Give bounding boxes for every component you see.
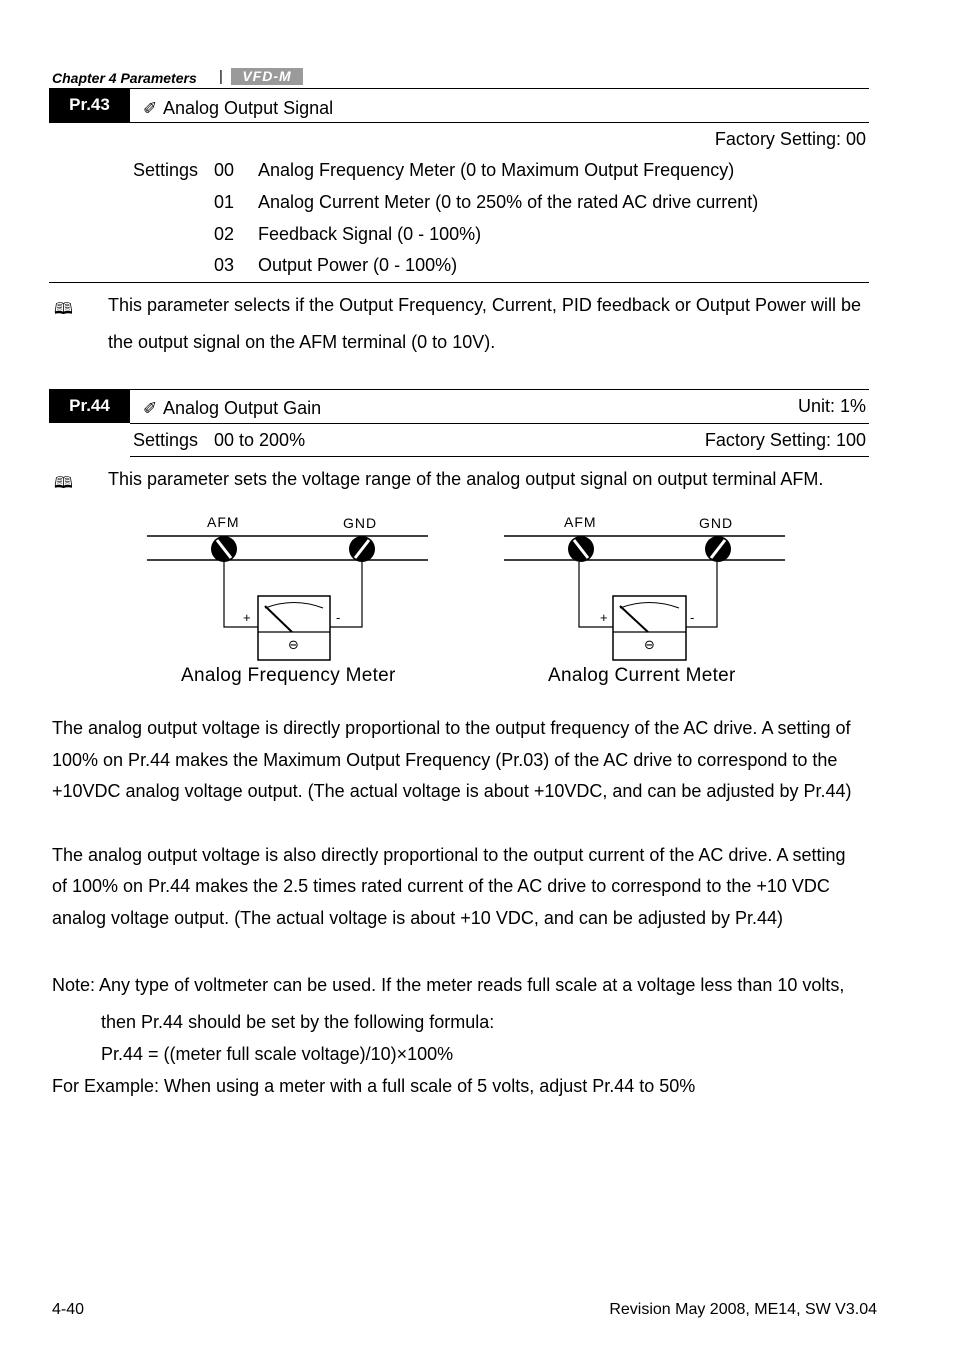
divider: [130, 456, 869, 457]
plus-terminal-label: +: [600, 610, 608, 625]
divider: [49, 282, 869, 283]
afm-terminal-label: AFM: [564, 514, 597, 530]
minus-terminal-label: -: [690, 610, 695, 625]
divider: [49, 389, 869, 390]
pencil-icon: ✐: [143, 99, 158, 118]
formula-line: Pr.44 = ((meter full scale voltage)/10)×100%: [101, 1044, 454, 1064]
pr43-note-line2: the output signal on the AFM terminal (0 to 10V).: [108, 332, 496, 352]
setting-code: 02: [214, 224, 235, 244]
pr43-note-line1: This parameter selects if the Output Frequency, Current, PID feedback or Output Power will be: [108, 295, 862, 315]
setting-desc: Analog Frequency Meter (0 to Maximum Output Frequency): [258, 160, 735, 180]
book-icon: 🕮: [54, 299, 73, 318]
body-paragraph-line: 100% on Pr.44 makes the Maximum Output Frequency (Pr.03) of the AC drive to correspond to the: [52, 750, 838, 770]
book-icon: 🕮: [54, 473, 73, 492]
divider: [130, 122, 869, 123]
minus-terminal-label: -: [336, 610, 341, 625]
header-separator: |: [219, 68, 223, 85]
parameter-code-pr44: Pr.44: [49, 390, 130, 423]
vfd-m-logo: VFD-M: [231, 68, 303, 85]
revision-info: Revision May 2008, ME14, SW V3.04: [609, 1301, 877, 1318]
meter-zero-icon: ⊖: [288, 637, 299, 652]
pr43-settings-label: Settings: [133, 160, 199, 180]
chapter-title: Chapter 4 Parameters: [52, 70, 197, 86]
body-paragraph-line: +10VDC analog voltage output. (The actual voltage is about +10VDC, and can be adjusted by Pr.44): [52, 781, 852, 801]
pr44-title: Analog Output Gain: [163, 398, 322, 418]
diagram-caption: Analog Current Meter: [548, 665, 736, 686]
afm-terminal-label: AFM: [207, 514, 240, 530]
body-paragraph-line: The analog output voltage is also directly proportional to the output current of the AC drive. A setting: [52, 845, 846, 865]
divider: [49, 88, 869, 89]
meter-zero-icon: ⊖: [644, 637, 655, 652]
pencil-icon: ✐: [143, 399, 158, 418]
setting-code: 03: [214, 255, 235, 275]
divider: [130, 423, 869, 424]
setting-desc: Feedback Signal (0 - 100%): [258, 224, 482, 244]
diagram-caption: Analog Frequency Meter: [181, 665, 396, 686]
setting-desc: Analog Current Meter (0 to 250% of the rated AC drive current): [258, 192, 759, 212]
parameter-code-pr43: Pr.43: [49, 89, 130, 123]
gnd-terminal-label: GND: [699, 515, 734, 531]
note-line: then Pr.44 should be set by the following formula:: [101, 1012, 495, 1032]
body-paragraph-line: The analog output voltage is directly proportional to the output frequency of the AC drive. A setting of: [52, 718, 851, 738]
pr44-unit: Unit: 1%: [797, 396, 866, 416]
body-paragraph-line: of 100% on Pr.44 makes the 2.5 times rated current of the AC drive to correspond to the +10 VDC: [52, 876, 830, 896]
pr43-title: Analog Output Signal: [163, 98, 334, 118]
pr44-note: This parameter sets the voltage range of the analog output signal on output terminal AFM.: [108, 469, 824, 489]
pr44-factory-setting: Factory Setting: 100: [704, 430, 866, 450]
pr44-settings-range: 00 to 200%: [214, 430, 306, 450]
setting-desc: Output Power (0 - 100%): [258, 255, 458, 275]
setting-code: 00: [214, 160, 235, 180]
pr44-settings-label: Settings: [133, 430, 199, 450]
setting-code: 01: [214, 192, 235, 212]
page-number: 4-40: [52, 1301, 85, 1318]
example-line: For Example: When using a meter with a full scale of 5 volts, adjust Pr.44 to 50%: [52, 1076, 696, 1096]
gnd-terminal-label: GND: [343, 515, 378, 531]
plus-terminal-label: +: [243, 610, 251, 625]
note-line: Note: Any type of voltmeter can be used. If the meter reads full scale at a voltage less than 10 volts,: [52, 975, 845, 995]
pr43-factory-setting: Factory Setting: 00: [714, 129, 866, 149]
body-paragraph-line: analog voltage output. (The actual voltage is about +10 VDC, and can be adjusted by Pr.44): [52, 908, 783, 928]
